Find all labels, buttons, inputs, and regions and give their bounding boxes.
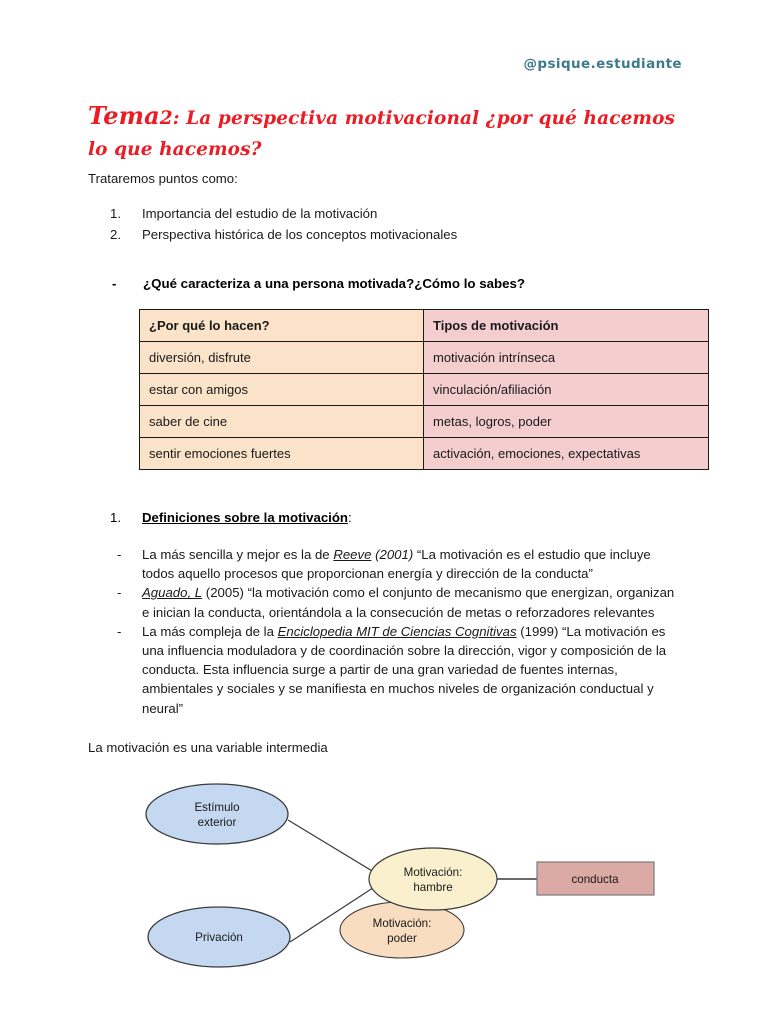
- table-row: [140, 342, 709, 374]
- ellipse-shape: [146, 784, 288, 844]
- topics-list: [110, 203, 630, 245]
- diagram-node-motivacion-poder: [340, 902, 464, 958]
- definitions-heading-number: 1.: [110, 510, 121, 525]
- node-label-line1: conducta: [571, 873, 619, 886]
- table-cell: diversión, disfrute: [140, 342, 424, 374]
- table-header-cell: Tipos de motivación: [424, 310, 709, 342]
- table-cell: activación, emociones, expectativas: [424, 438, 709, 470]
- node-label-line2: hambre: [413, 881, 453, 894]
- page-title: [88, 100, 678, 165]
- ellipse-shape: [340, 902, 464, 958]
- definitions-heading-label: Definiciones sobre la motivación: [142, 510, 348, 525]
- definitions-heading-colon: :: [347, 510, 352, 525]
- highlight-question-text: ¿Qué caracteriza a una persona motivada?¿Cómo lo sabes?: [143, 276, 526, 291]
- node-label-line2: exterior: [197, 816, 237, 829]
- list-item-label: Importancia del estudio de la motivación: [142, 206, 378, 221]
- definition-year: (2001): [371, 547, 414, 562]
- table-header-cell: ¿Por qué lo hacen?: [140, 310, 424, 342]
- table-cell: sentir emociones fuertes: [140, 438, 424, 470]
- diagram-node-motivacion-hambre: [369, 848, 497, 910]
- definition-quote: “la motivación como el conjunto de mecanismo que energizan, organizan e inician la conducta, orientándola a la consecución de metas o reforzadores relevantes: [142, 585, 675, 620]
- page-title-prefix: Tema: [88, 101, 160, 131]
- highlight-question: [112, 274, 525, 293]
- definition-source: Reeve: [333, 547, 372, 562]
- diagram-node-estimulo: [146, 784, 288, 844]
- definition-lead: La más sencilla y mejor es la de: [142, 547, 334, 562]
- intro-line: Trataremos puntos como:: [88, 171, 238, 186]
- dash-bullet: -: [117, 585, 122, 601]
- dash-bullet: -: [112, 276, 117, 291]
- node-label-line1: Estímulo: [194, 801, 240, 814]
- list-item-number: 1.: [110, 206, 121, 221]
- dash-bullet: -: [117, 547, 122, 562]
- diagram-node-conducta: [537, 862, 654, 895]
- motivation-diagram: [86, 778, 686, 978]
- definition-source: Aguado, L: [142, 585, 203, 601]
- list-item-number: 2.: [110, 227, 121, 242]
- diagram-node-privacion: [148, 907, 290, 967]
- node-label-line1: Motivación:: [372, 917, 432, 930]
- table-row: [140, 374, 709, 406]
- ellipse-shape: [369, 848, 497, 910]
- definition-year: (2005): [202, 585, 244, 601]
- table-cell: estar con amigos: [140, 374, 424, 406]
- table-row: [140, 406, 709, 438]
- definition-text: [142, 622, 677, 718]
- diagram-canvas: [86, 778, 686, 978]
- table-cell: metas, logros, poder: [424, 406, 709, 438]
- motivation-table: [139, 309, 709, 470]
- watermark-handle: @psique.estudiante: [523, 56, 682, 72]
- definition-quote: “La motivación es el estudio que incluye todos aquello procesos que proporcionan energía y dirección de la conducta”: [142, 547, 651, 582]
- list-item: [110, 203, 630, 224]
- definition-year: (1999): [516, 623, 559, 639]
- definition-item: [117, 622, 677, 718]
- definition-text: [142, 583, 677, 621]
- edge-estimulo-to-motivacion: [288, 820, 382, 877]
- definition-item: [117, 545, 677, 583]
- definitions-heading: [110, 508, 352, 527]
- dash-bullet: -: [117, 623, 122, 639]
- table-cell: vinculación/afiliación: [424, 374, 709, 406]
- list-item-label: Perspectiva histórica de los conceptos motivacionales: [142, 227, 458, 242]
- definition-item: [117, 583, 677, 621]
- node-label-line1: Privación: [195, 931, 243, 944]
- definition-text: [142, 545, 677, 583]
- list-item: [110, 224, 630, 245]
- node-label-line1: Motivación:: [403, 866, 463, 879]
- definitions-list: [117, 545, 677, 718]
- definition-quote: “La motivación es una influencia moduladora y de coordinación sobre la dirección, vigor y composición de la conducta. Esta influencia surge a partir de una gran variedad de fuentes internas, ambientales y sociales y se manifiesta en muchos niveles de organización conductual y neural”: [142, 623, 667, 716]
- node-label-line2: poder: [387, 932, 417, 945]
- table-header-row: [140, 310, 709, 342]
- table-cell: saber de cine: [140, 406, 424, 438]
- definition-lead: La más compleja de la: [142, 623, 278, 639]
- table-cell: motivación intrínseca: [424, 342, 709, 374]
- page-title-rest: 2: La perspectiva motivacional ¿por qué hacemos lo que hacemos?: [88, 108, 676, 161]
- definition-source: Enciclopedia MIT de Ciencias Cognitivas: [277, 623, 517, 639]
- table-row: [140, 438, 709, 470]
- closing-line: La motivación es una variable intermedia: [88, 740, 328, 755]
